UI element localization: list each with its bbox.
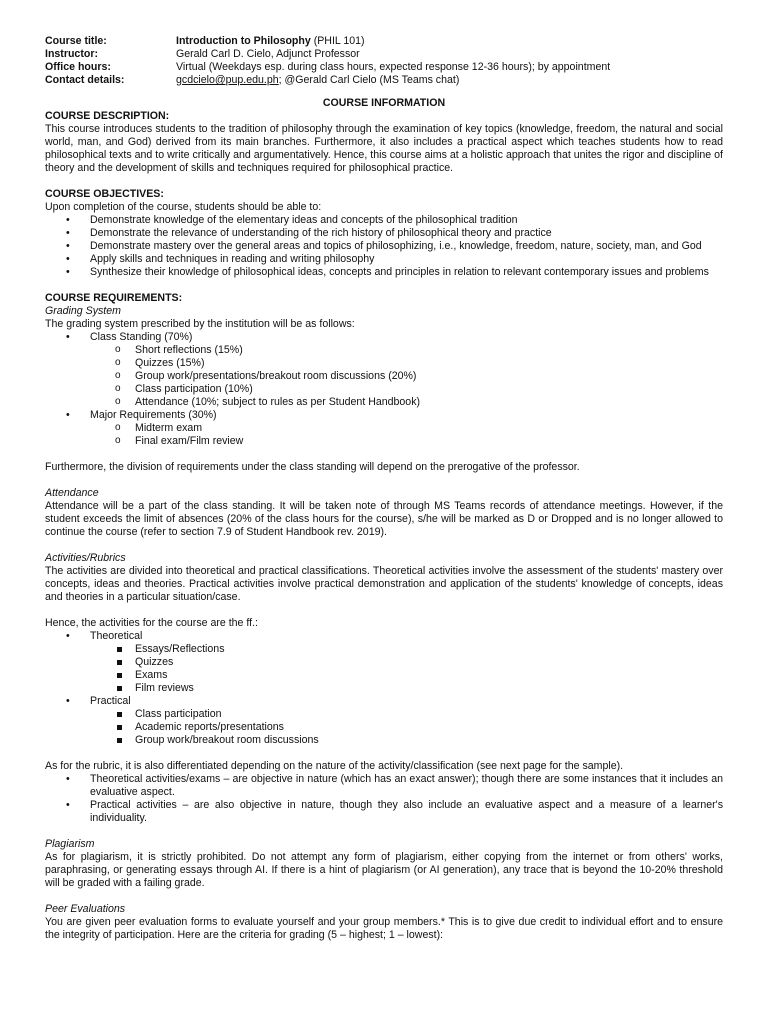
list-item: • Practical activities – are also objective in nature, though they also include an evaluative aspect and a measure of a learner's individuality. — [45, 799, 723, 825]
contact-email-link[interactable]: gcdcielo@pup.edu.ph — [176, 74, 279, 86]
list-item — [45, 695, 723, 747]
description-text: This course introduces students to the tradition of philosophy through the examination of key topics (knowledge, freedom, the natural and social world, man, and God) derived from its main branches. Furthermore, it also includes a practical aspect which teaches students how to read philosophical texts and to write critically and argumentatively. Hence, this course aims at a holistic approach that unites the rigor and discipline of theory and the development of skills and techniques required for philosophical practice. — [45, 123, 723, 174]
list-item — [45, 409, 723, 448]
attendance-text: Attendance will be a part of the class standing. It will be taken note of through MS Teams records of attendance meetings. However, if the student exceeds the limit of absences (20% of the class hours for the course), s/he will be marked as D or Dropped and is no longer allowed to continue the course (refer to section 7.9 of Student Handbook rev. 2019). — [45, 500, 723, 538]
list-item — [45, 630, 723, 695]
activities-title: Activities/Rubrics — [45, 552, 126, 564]
plagiarism-title: Plagiarism — [45, 838, 95, 850]
objectives-list — [45, 214, 723, 279]
major-requirements-label: Major Requirements (30%) — [90, 409, 217, 421]
list-item: • Demonstrate mastery over the general areas and topics of philosophizing, i.e., knowledge, freedom, nature, society, man, and God — [45, 240, 723, 253]
peer-evaluations-title: Peer Evaluations — [45, 903, 126, 915]
division-note: Furthermore, the division of requirements under the class standing will depend on the prerogative of the professor. — [45, 461, 580, 473]
contact-label: Contact details: — [45, 74, 125, 86]
office-hours-label: Office hours: — [45, 61, 111, 73]
grading-intro: The grading system prescribed by the institution will be as follows: — [45, 318, 355, 330]
course-title-label: Course title: — [45, 35, 107, 47]
list-item — [45, 331, 723, 409]
syllabus-page — [45, 35, 723, 942]
instructor-row — [45, 48, 723, 61]
list-item: o Class participation (10%) — [45, 383, 723, 396]
practical-label: Practical — [90, 695, 131, 707]
major-requirements-list — [45, 422, 723, 448]
grading-title: Grading System — [45, 305, 121, 317]
activities-text: The activities are divided into theoretical and practical classifications. Theoretical activities involve the assessment of the students' mastery over concepts, ideas and theories. Practical activities involve practical demonstration and application of the students' knowledge of concepts, ideas and theories in a particular situation/case. — [45, 565, 723, 603]
plagiarism-text: As for plagiarism, it is strictly prohibited. Do not attempt any form of plagiarism, either copying from the internet or from others' works, paraphrasing, or generating essays through AI. If there is a hint of plagiarism (or AI generation), any trace that is beyond the 10-20% threshold will be graded with a failing grade. — [45, 851, 723, 889]
rubric-intro: As for the rubric, it is also differentiated depending on the nature of the activity/classification (see next page for the sample). — [45, 760, 624, 772]
contact-rest: ; @Gerald Carl Cielo (MS Teams chat) — [278, 74, 460, 86]
description-heading: COURSE DESCRIPTION: — [45, 110, 170, 122]
class-standing-list — [45, 344, 723, 409]
grading-list — [45, 331, 723, 448]
course-title-value: Introduction to Philosophy — [176, 35, 311, 47]
office-hours-row — [45, 61, 723, 74]
list-item: o Short reflections (15%) — [45, 344, 723, 357]
list-item: o Final exam/Film review — [45, 435, 723, 448]
rubric-list — [45, 773, 723, 825]
contact-row — [45, 74, 723, 87]
list-item: • Demonstrate the relevance of understanding of the rich history of philosophical theory and practice — [45, 227, 723, 240]
list-item: Film reviews — [45, 682, 723, 695]
list-item: o Attendance (10%; subject to rules as per Student Handbook) — [45, 396, 723, 409]
requirements-heading: COURSE REQUIREMENTS: — [45, 292, 183, 304]
objectives-intro: Upon completion of the course, students should be able to: — [45, 201, 322, 213]
course-info-title: COURSE INFORMATION — [322, 97, 446, 109]
instructor-value: Gerald Carl D. Cielo, Adjunct Professor — [176, 48, 360, 60]
list-item: o Group work/presentations/breakout room discussions (20%) — [45, 370, 723, 383]
theoretical-list — [45, 643, 723, 695]
instructor-label: Instructor: — [45, 48, 98, 60]
course-title-row — [45, 35, 723, 48]
objectives-heading: COURSE OBJECTIVES: — [45, 188, 164, 200]
list-item: • Theoretical activities/exams – are objective in nature (which has an exact answer); though there are some instances that it includes an evaluative aspect. — [45, 773, 723, 799]
course-code: (PHIL 101) — [310, 35, 365, 47]
list-item: Essays/Reflections — [45, 643, 723, 656]
theoretical-label: Theoretical — [90, 630, 143, 642]
list-item: o Midterm exam — [45, 422, 723, 435]
list-item: Quizzes — [45, 656, 723, 669]
peer-evaluations-text: You are given peer evaluation forms to evaluate yourself and your group members.* This is to give due credit to individual effort and to ensure the integrity of participation. Here are the criteria for grading (5 – highest; 1 – lowest): — [45, 916, 723, 941]
list-item: Group work/breakout room discussions — [45, 734, 723, 747]
list-item: • Demonstrate knowledge of the elementary ideas and concepts of the philosophical tradition — [45, 214, 723, 227]
attendance-title: Attendance — [45, 487, 99, 499]
list-item: Exams — [45, 669, 723, 682]
activities-hence: Hence, the activities for the course are the ff.: — [45, 617, 258, 629]
list-item: • Apply skills and techniques in reading and writing philosophy — [45, 253, 723, 266]
practical-list — [45, 708, 723, 747]
activities-list — [45, 630, 723, 747]
class-standing-label: Class Standing (70%) — [90, 331, 193, 343]
list-item: Academic reports/presentations — [45, 721, 723, 734]
office-hours-value: Virtual (Weekdays esp. during class hours, expected response 12-36 hours); by appointment — [176, 61, 611, 73]
list-item: o Quizzes (15%) — [45, 357, 723, 370]
list-item: • Synthesize their knowledge of philosophical ideas, concepts and principles in relation to relevant contemporary issues and problems — [45, 266, 723, 279]
list-item: Class participation — [45, 708, 723, 721]
